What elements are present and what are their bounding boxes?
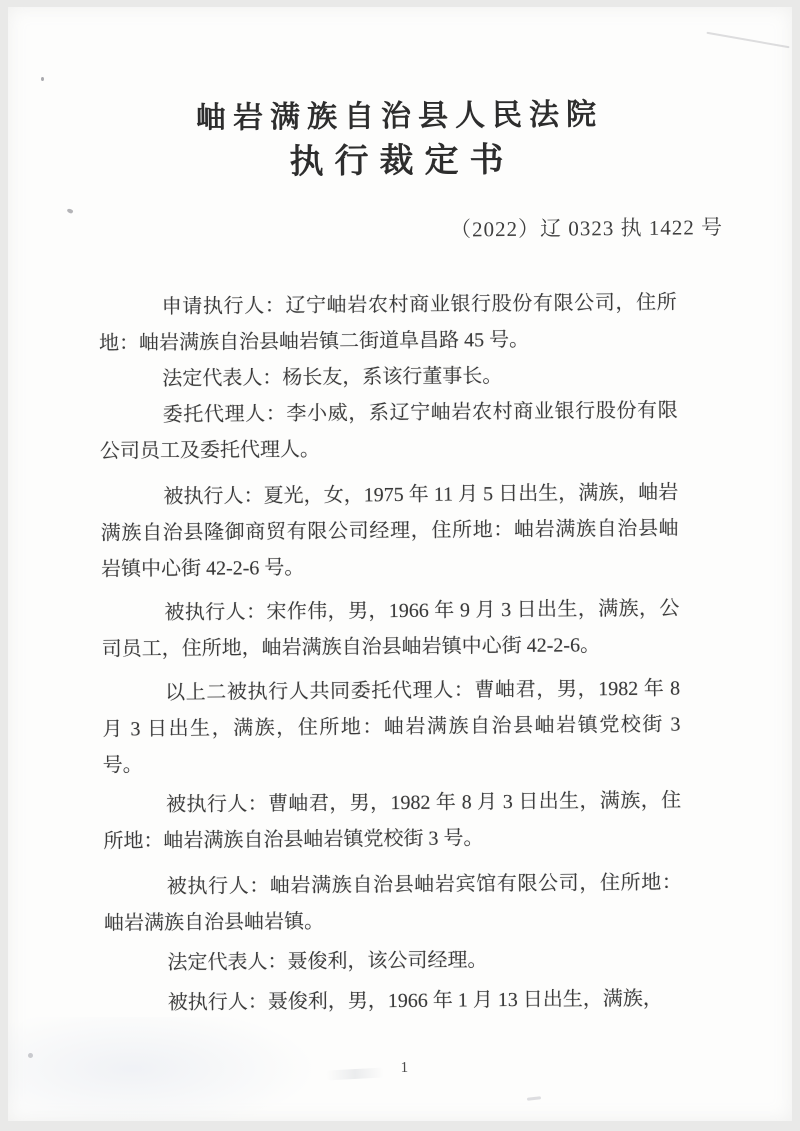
document-page [8, 7, 792, 1121]
document-title: 执行裁定书 [289, 141, 515, 181]
document-header [8, 92, 789, 189]
paragraph-applicant: 申请执行人：辽宁岫岩农村商业银行股份有限公司，住所地：岫岩满族自治县岫岩镇二街道阜昌路 45 号。 [98, 291, 677, 355]
court-name: 岫岩满族自治县人民法院 [195, 98, 604, 135]
document-content [8, 7, 792, 1121]
paragraph-entrusted-agent-bank: 委托代理人：李小威，系辽宁岫岩农村商业银行股份有限公司员工及委托代理人。 [99, 399, 678, 463]
paragraph-joint-agent: 以上二被执行人共同委托代理人：曹岫君，男，1982 年 8 月 3 日出生，满族，住所地：岫岩满族自治县岫岩镇党校街 3 号。 [102, 677, 681, 777]
document-body [99, 285, 683, 1022]
paragraph-respondent-2: 被执行人：宋作伟，男，1966 年 9 月 3 日出生，满族，公司员工，住所地，岫岩满族自治县岫岩镇中心街 42-2-6。 [101, 597, 680, 661]
paragraph-legal-representative-bank: 法定代表人：杨长友，系该行董事长。 [162, 365, 503, 391]
paragraph-respondent-1: 被执行人：夏光，女，1975 年 11 月 5 日出生，满族，岫岩满族自治县隆御商贸有限公司经理，住所地：岫岩满族自治县岫岩镇中心街 42-2-6 号。 [100, 481, 679, 581]
paragraph-respondent-5: 被执行人：聂俊利，男，1966 年 1 月 13 日出生，满族， [167, 987, 663, 1015]
paragraph-respondent-4: 被执行人：岫岩满族自治县岫岩宾馆有限公司，住所地：岫岩满族自治县岫岩镇。 [104, 871, 682, 935]
paragraph-respondent-3: 被执行人：曹岫君，男，1982 年 8 月 3 日出生，满族，住所地：岫岩满族自治县岫岩镇党校街 3 号。 [103, 789, 682, 853]
case-number: （2022）辽 0323 执 1422 号 [449, 215, 724, 242]
page-number: 1 [400, 1059, 409, 1077]
paragraph-legal-representative-hotel: 法定代表人：聂俊利，该公司经理。 [167, 949, 488, 975]
